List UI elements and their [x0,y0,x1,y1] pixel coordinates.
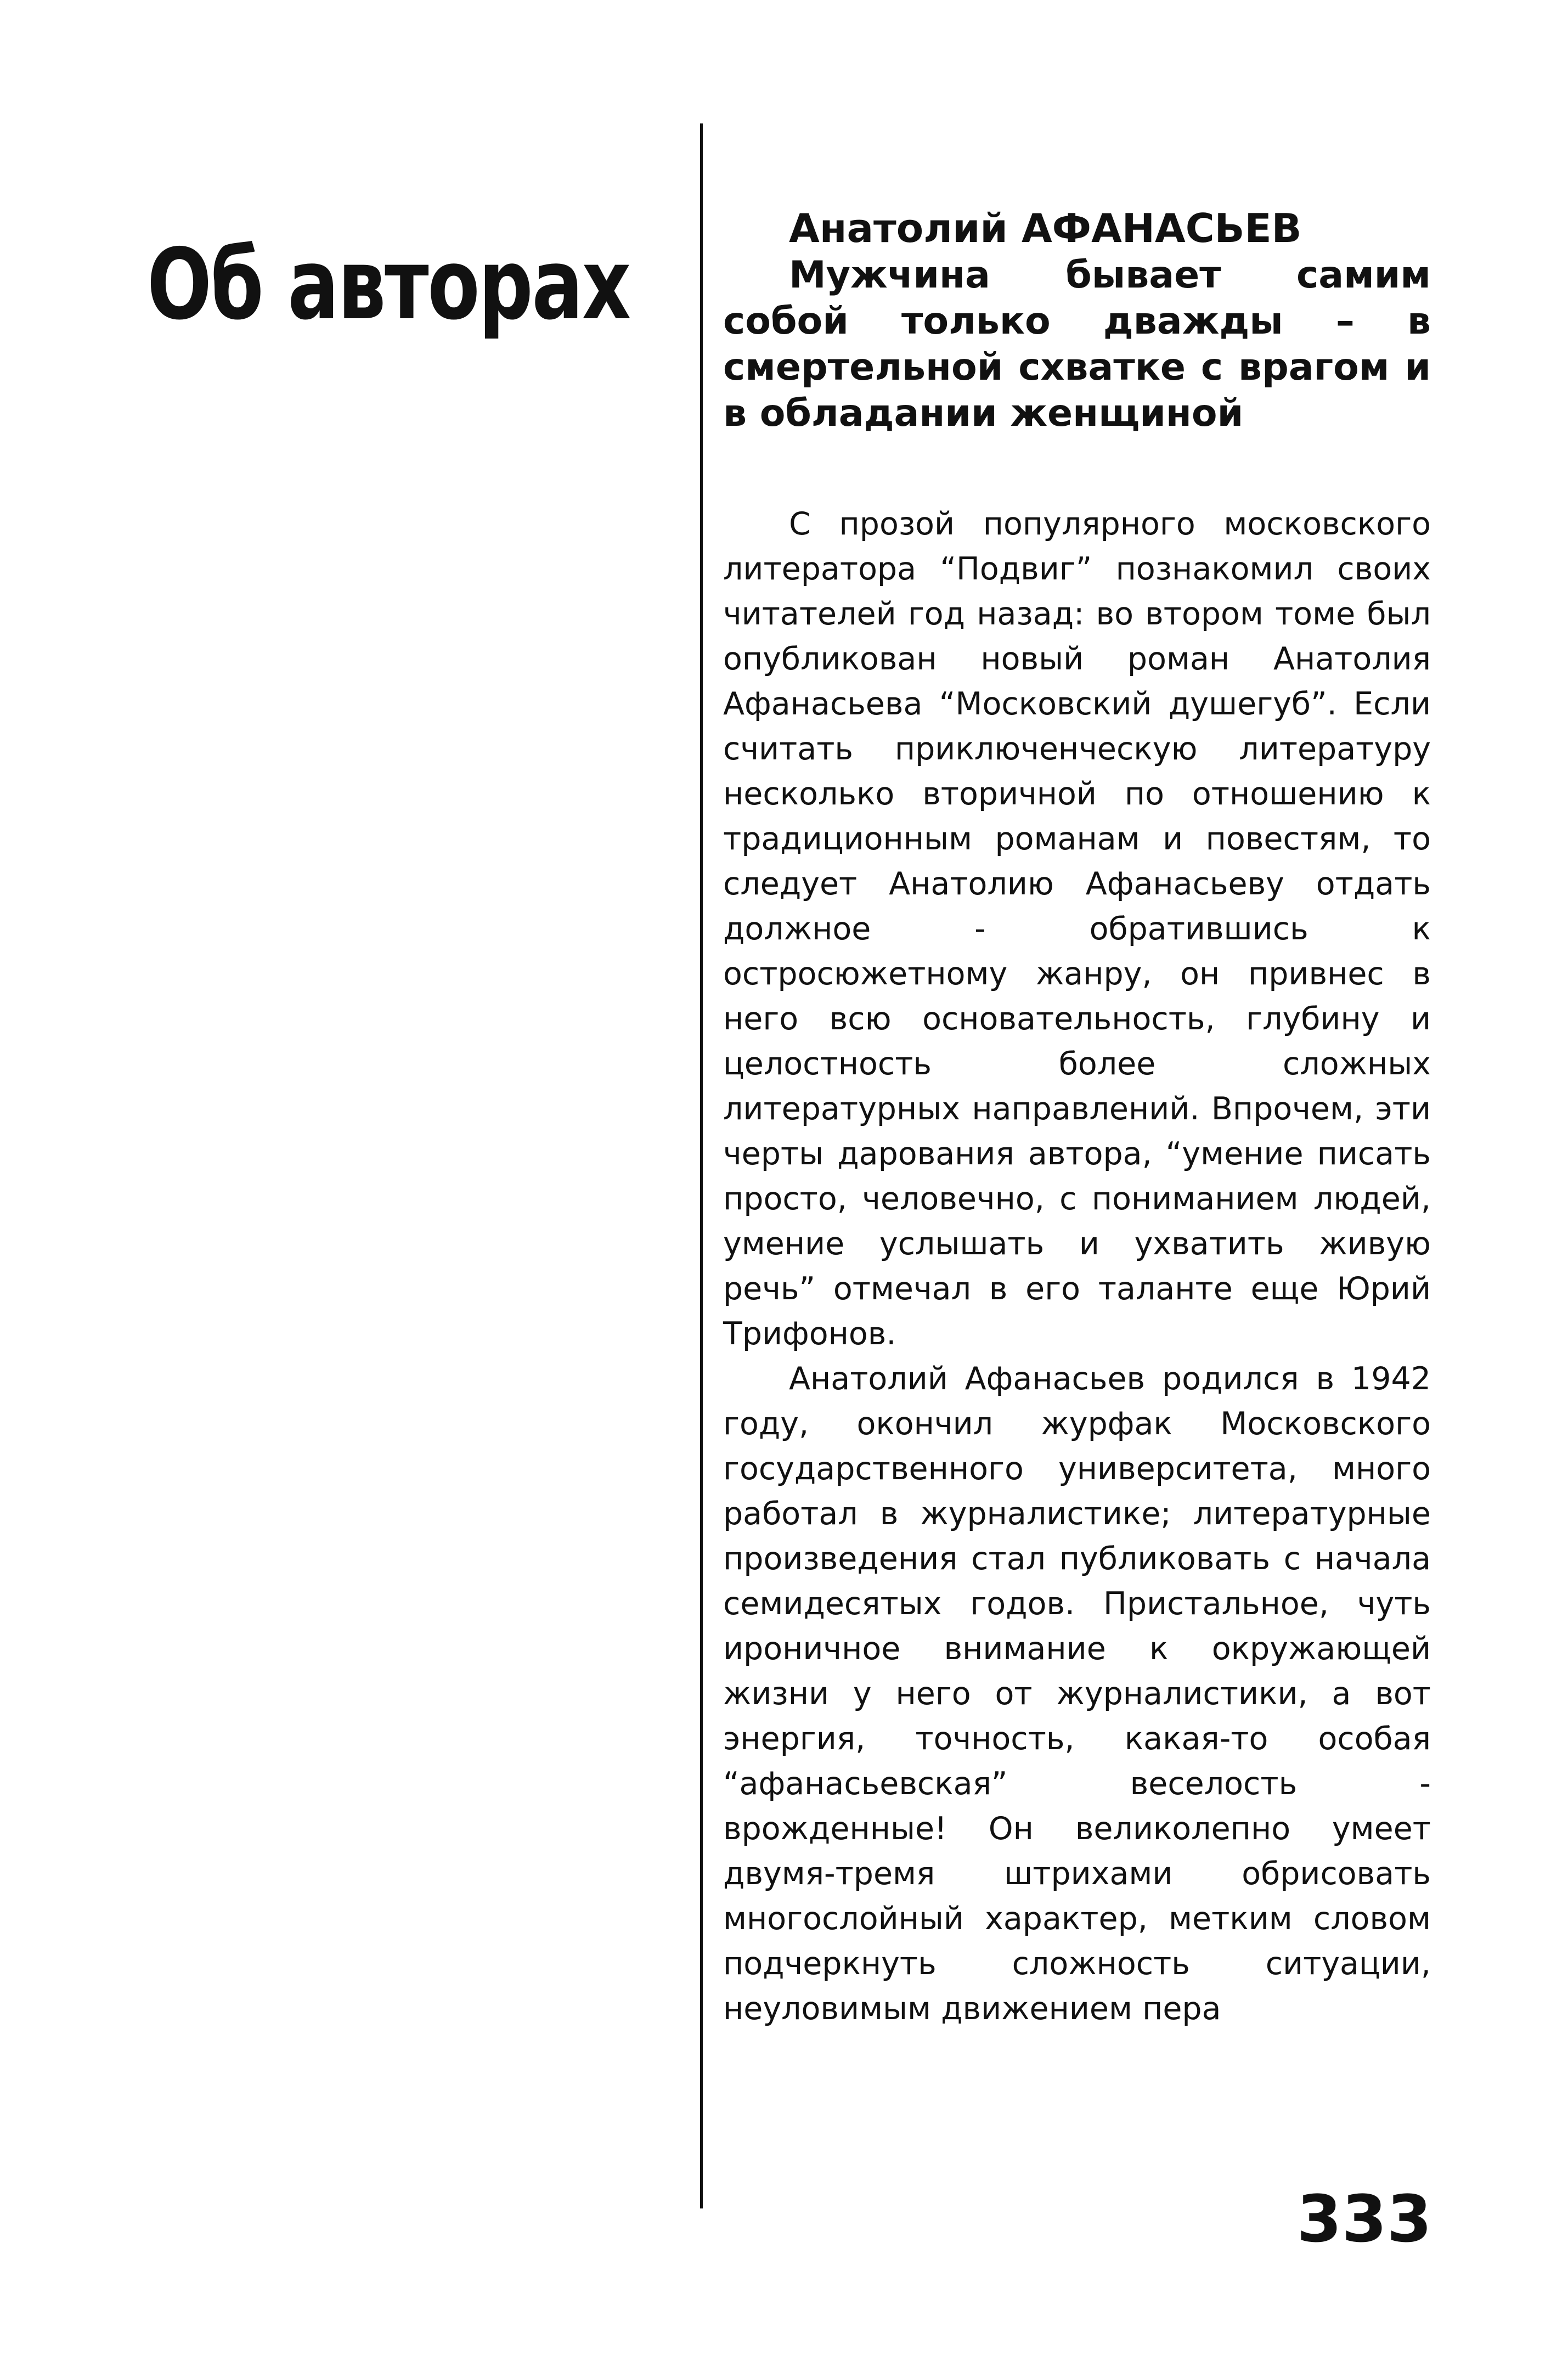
page-number: 333 [1296,2181,1432,2257]
vertical-divider [700,123,703,2208]
body-paragraph: Анатолий Афанасьев родился в 1942 году, окончил журфак Московского государственного университета, много работал в журналистике; литературные произведения стал публиковать с начала семидесятых годов. Пристальное, чуть ироничное внимание к окружающей жизни у него от журналистики, а вот энергия, точность, какая-то особая “афанасьевская” веселость - врожденные! Он великолепно умеет двумя-тремя штрихами обрисовать многослойный характер, метким словом подчеркнуть сложность ситуации, неуловимым движением пера [723,1361,1431,2027]
body-paragraph: С прозой популярного московского литератора “Подвиг” познакомил своих читателей год назад: во втором томе был опубликован новый роман Анатолия Афанасьева “Московский душегуб”. Если считать приключенческую литературу несколько вторичной по отношению к традиционным романам и повестям, то следует Анатолию Афанасьеву отдать должное - обратившись к остросюжетному жанру, он привнес в него всю основательность, глубину и целостность более сложных литературных направлений. Впрочем, эти черты дарования автора, “умение писать просто, человечно, с пониманием людей, умение услышать и ухватить живую речь” отмечал в его таланте еще Юрий Трифонов. [723,506,1431,1352]
article-body [723,501,1431,2031]
author-epigraph: Мужчина бывает самим собой только дважды – в смертельной схватке с врагом и в обладании женщиной [723,253,1431,435]
author-name: Анатолий АФАНАСЬЕВ [789,205,1302,251]
section-title: Об авторах [147,228,630,341]
article-column [723,204,1431,2031]
